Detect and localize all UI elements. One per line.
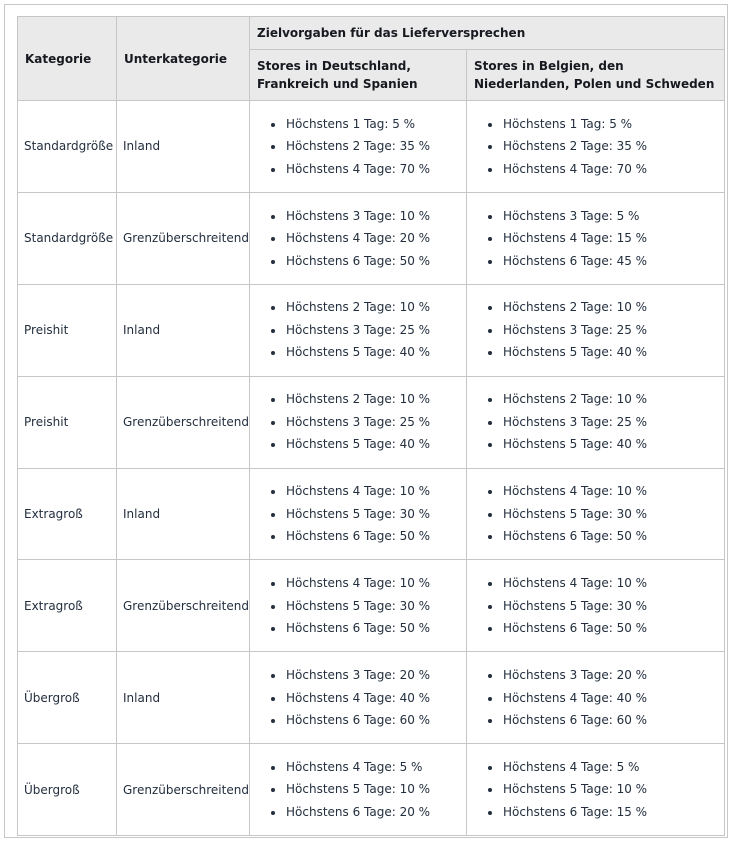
subcategory-cell: Inland <box>117 101 250 193</box>
target-item: • Höchstens 4 Tage: 10 % <box>502 480 718 503</box>
target-item: • Höchstens 4 Tage: 10 % <box>285 480 460 503</box>
targets-list <box>473 113 718 181</box>
category-cell: Standardgröße <box>18 101 117 193</box>
targets-list <box>473 664 718 732</box>
targets-list <box>256 480 460 548</box>
targets-list <box>473 296 718 364</box>
targets-cell-be-nl-pl-se <box>467 192 725 284</box>
target-item: • Höchstens 5 Tage: 10 % <box>502 778 718 801</box>
target-item: • Höchstens 5 Tage: 30 % <box>502 595 718 618</box>
table-row <box>18 560 725 652</box>
target-item: • Höchstens 3 Tage: 5 % <box>502 205 718 228</box>
category-cell: Übergroß <box>18 744 117 836</box>
header-stores-be-nl-pl-se: Stores in Belgien, den Niederlanden, Polen und Schweden <box>467 50 725 101</box>
subcategory-cell: Inland <box>117 468 250 560</box>
targets-cell-de-fr-es <box>250 468 467 560</box>
targets-list <box>473 480 718 548</box>
targets-cell-be-nl-pl-se <box>467 744 725 836</box>
target-item: • Höchstens 4 Tage: 10 % <box>502 572 718 595</box>
targets-cell-be-nl-pl-se <box>467 101 725 193</box>
target-item: • Höchstens 6 Tage: 50 % <box>285 250 460 273</box>
target-item: • Höchstens 4 Tage: 40 % <box>502 687 718 710</box>
targets-cell-de-fr-es <box>250 101 467 193</box>
target-item: • Höchstens 2 Tage: 10 % <box>285 388 460 411</box>
header-delivery-promise-targets: Zielvorgaben für das Lieferversprechen <box>250 17 725 50</box>
target-item: • Höchstens 6 Tage: 50 % <box>502 525 718 548</box>
targets-cell-de-fr-es <box>250 192 467 284</box>
table-row <box>18 192 725 284</box>
target-item: • Höchstens 5 Tage: 40 % <box>285 341 460 364</box>
target-item: • Höchstens 4 Tage: 70 % <box>285 158 460 181</box>
targets-list <box>256 113 460 181</box>
target-item: • Höchstens 6 Tage: 15 % <box>502 801 718 824</box>
target-item: • Höchstens 2 Tage: 10 % <box>285 296 460 319</box>
target-item: • Höchstens 3 Tage: 20 % <box>502 664 718 687</box>
target-item: • Höchstens 6 Tage: 50 % <box>285 617 460 640</box>
target-item: • Höchstens 6 Tage: 20 % <box>285 801 460 824</box>
target-item: • Höchstens 2 Tage: 35 % <box>285 135 460 158</box>
target-item: • Höchstens 1 Tag: 5 % <box>285 113 460 136</box>
targets-list <box>256 388 460 456</box>
targets-list <box>256 664 460 732</box>
subcategory-cell: Grenzüberschreitend <box>117 192 250 284</box>
target-item: • Höchstens 5 Tage: 40 % <box>502 341 718 364</box>
target-item: • Höchstens 4 Tage: 10 % <box>285 572 460 595</box>
subcategory-cell: Inland <box>117 284 250 376</box>
target-item: • Höchstens 3 Tage: 25 % <box>502 411 718 434</box>
target-item: • Höchstens 2 Tage: 35 % <box>502 135 718 158</box>
target-item: • Höchstens 3 Tage: 20 % <box>285 664 460 687</box>
target-item: • Höchstens 2 Tage: 10 % <box>502 388 718 411</box>
target-item: • Höchstens 2 Tage: 10 % <box>502 296 718 319</box>
header-subcategory: Unterkategorie <box>117 17 250 101</box>
targets-cell-be-nl-pl-se <box>467 652 725 744</box>
content-frame <box>4 4 728 838</box>
target-item: • Höchstens 3 Tage: 10 % <box>285 205 460 228</box>
subcategory-cell: Grenzüberschreitend <box>117 376 250 468</box>
target-item: • Höchstens 4 Tage: 20 % <box>285 227 460 250</box>
category-cell: Übergroß <box>18 652 117 744</box>
target-item: • Höchstens 4 Tage: 15 % <box>502 227 718 250</box>
targets-list <box>473 572 718 640</box>
target-item: • Höchstens 4 Tage: 70 % <box>502 158 718 181</box>
targets-cell-be-nl-pl-se <box>467 560 725 652</box>
target-item: • Höchstens 5 Tage: 30 % <box>285 503 460 526</box>
targets-cell-de-fr-es <box>250 560 467 652</box>
target-item: • Höchstens 4 Tage: 5 % <box>285 756 460 779</box>
subcategory-cell: Grenzüberschreitend <box>117 744 250 836</box>
target-item: • Höchstens 6 Tage: 50 % <box>285 525 460 548</box>
targets-cell-de-fr-es <box>250 744 467 836</box>
targets-list <box>473 205 718 273</box>
table-row <box>18 284 725 376</box>
category-cell: Preishit <box>18 376 117 468</box>
targets-list <box>473 388 718 456</box>
targets-list <box>256 205 460 273</box>
category-cell: Preishit <box>18 284 117 376</box>
target-item: • Höchstens 3 Tage: 25 % <box>285 319 460 342</box>
category-cell: Extragroß <box>18 560 117 652</box>
target-item: • Höchstens 5 Tage: 30 % <box>285 595 460 618</box>
table-row <box>18 744 725 836</box>
target-item: • Höchstens 3 Tage: 25 % <box>285 411 460 434</box>
target-item: • Höchstens 5 Tage: 10 % <box>285 778 460 801</box>
target-item: • Höchstens 5 Tage: 40 % <box>502 433 718 456</box>
targets-list <box>256 572 460 640</box>
targets-cell-be-nl-pl-se <box>467 376 725 468</box>
delivery-targets-table <box>17 16 725 836</box>
header-category: Kategorie <box>18 17 117 101</box>
targets-list <box>256 296 460 364</box>
header-row-group <box>18 17 725 50</box>
target-item: • Höchstens 5 Tage: 30 % <box>502 503 718 526</box>
table-row <box>18 468 725 560</box>
table-row <box>18 101 725 193</box>
targets-cell-de-fr-es <box>250 652 467 744</box>
header-stores-de-fr-es: Stores in Deutschland, Frankreich und Spanien <box>250 50 467 101</box>
table-body <box>18 101 725 836</box>
table-row <box>18 376 725 468</box>
subcategory-cell: Grenzüberschreitend <box>117 560 250 652</box>
target-item: • Höchstens 6 Tage: 45 % <box>502 250 718 273</box>
targets-cell-de-fr-es <box>250 376 467 468</box>
targets-cell-de-fr-es <box>250 284 467 376</box>
target-item: • Höchstens 6 Tage: 60 % <box>285 709 460 732</box>
targets-cell-be-nl-pl-se <box>467 468 725 560</box>
target-item: • Höchstens 3 Tage: 25 % <box>502 319 718 342</box>
table-row <box>18 652 725 744</box>
target-item: • Höchstens 4 Tage: 40 % <box>285 687 460 710</box>
category-cell: Standardgröße <box>18 192 117 284</box>
target-item: • Höchstens 6 Tage: 60 % <box>502 709 718 732</box>
target-item: • Höchstens 6 Tage: 50 % <box>502 617 718 640</box>
targets-cell-be-nl-pl-se <box>467 284 725 376</box>
target-item: • Höchstens 1 Tag: 5 % <box>502 113 718 136</box>
targets-list <box>256 756 460 824</box>
category-cell: Extragroß <box>18 468 117 560</box>
targets-list <box>473 756 718 824</box>
target-item: • Höchstens 4 Tage: 5 % <box>502 756 718 779</box>
target-item: • Höchstens 5 Tage: 40 % <box>285 433 460 456</box>
subcategory-cell: Inland <box>117 652 250 744</box>
